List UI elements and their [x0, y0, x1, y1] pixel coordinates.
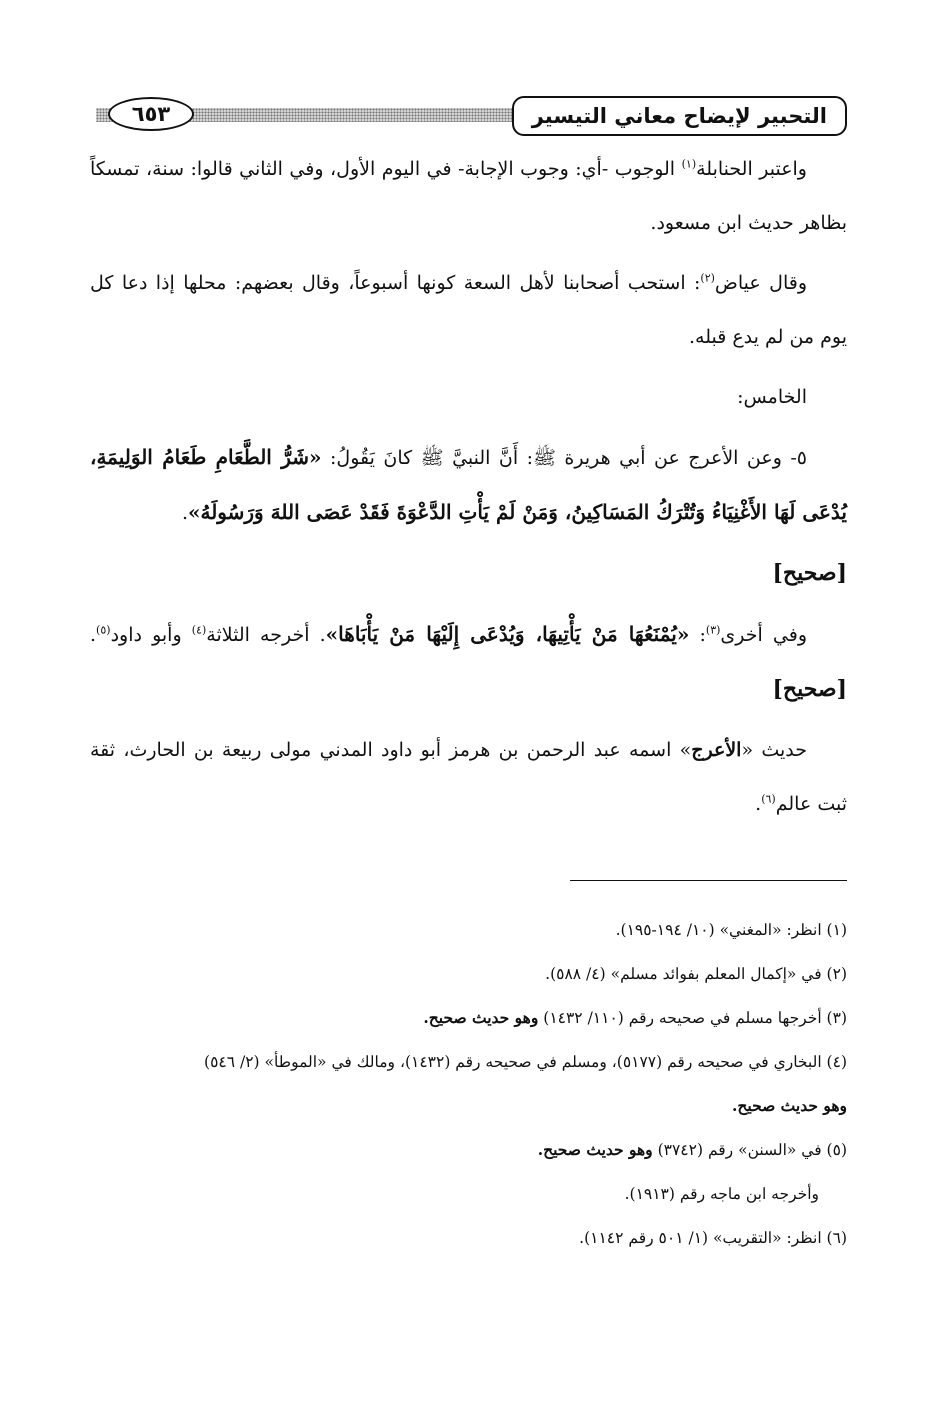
text-span: . أخرجه الثلاثة	[206, 624, 326, 646]
footnote-5	[90, 1128, 847, 1172]
footnote-separator	[570, 880, 847, 881]
paragraph-hadith-5	[90, 430, 847, 540]
section-heading-fifth: الخامس:	[737, 386, 807, 408]
page-number	[108, 97, 194, 131]
text-span: واعتبر الحنابلة	[696, 158, 807, 180]
grade-note: وهو حديث صحيح.	[537, 1140, 653, 1159]
grade-sahih: [صحيح]	[772, 560, 847, 586]
footnote-ref-3: (٣)	[705, 623, 721, 637]
footnote-ref-6: (٦)	[761, 792, 776, 806]
narrator-name: الأعرج	[691, 739, 742, 761]
text-span: وأبو داود	[110, 624, 192, 646]
footnote-2: (٢) في «إكمال المعلم بفوائد مسلم» (٤/ ٥٨٨).	[545, 965, 847, 983]
footnote-3	[90, 996, 847, 1040]
footnote-4-cont	[90, 1084, 847, 1128]
page-header	[96, 96, 847, 138]
footnote-ref-1: (١)	[681, 157, 697, 171]
hadith-text: «شَرُّ الطَّعَامِ طَعَامُ الوَلِيمَةِ، يُدْعَى لَهَا الأَغْنِيَاءُ وَتُتْرَكُ المَسَاكِينُ، وَمَنْ لَمْ يَأْتِ الدَّعْوَةَ فَقَدْ عَصَى اللهَ وَرَسُولَهُ»	[90, 445, 847, 524]
text-span: الوجوب -أي: وجوب الإجابة- في اليوم الأول، وفي الثاني قالوا: سنة، تمسكاً بظاهر حديث ابن مسعود.	[90, 158, 847, 234]
grade-note: وهو حديث صحيح.	[423, 1008, 539, 1027]
text-span: حديث «	[741, 739, 807, 761]
footnote-5-extra: وأخرجه ابن ماجه رقم (١٩١٣).	[624, 1185, 819, 1203]
grade-note: وهو حديث صحيح.	[732, 1096, 847, 1115]
paragraph-araj-bio	[90, 723, 847, 831]
footnote-4	[90, 1040, 847, 1084]
footnote-ref-5: (٥)	[96, 623, 111, 637]
footnote-ref-4: (٤)	[191, 623, 207, 637]
paragraph-hanabila	[90, 142, 847, 250]
text-span: (٣) أخرجها مسلم في صحيحه رقم (١١٠/ ١٤٣٢)	[538, 1009, 847, 1027]
book-title	[512, 96, 847, 136]
text-span: وقال عياض	[714, 272, 807, 294]
footnote-1: (١) انظر: «المغني» (١٠/ ١٩٤-١٩٥).	[615, 921, 847, 939]
main-text	[90, 142, 847, 837]
text-span: وفي أخرى	[720, 624, 808, 646]
text-span: .	[90, 624, 97, 646]
hadith-text-2: «يُمْنَعُهَا مَنْ يَأْتِيهَا، وَيُدْعَى إِلَيْهَا مَنْ يَأْبَاهَا»	[325, 622, 690, 646]
grade-line-1	[90, 546, 847, 601]
text-span: :	[689, 624, 706, 646]
text-span: .	[755, 793, 762, 815]
footnote-6: (٦) انظر: «التقريب» (١/ ٥٠١ رقم ١١٤٢).	[579, 1229, 847, 1247]
footnotes	[90, 908, 847, 1260]
footnote-ref-2: (٢)	[700, 271, 715, 285]
text-span: (٤) البخاري في صحيحه رقم (٥١٧٧)، ومسلم في صحيحه رقم (١٤٣٢)، ومالك في «الموطأ» (٢/ ٥٤٦)	[204, 1053, 847, 1071]
page-number-text: ٦٥٣	[131, 102, 171, 126]
text-span: .	[181, 502, 188, 524]
text-span: » اسمه عبد الرحمن بن هرمز أبو داود المدني مولى ربيعة بن الحارث، ثقة ثبت عالم	[90, 739, 847, 815]
grade-sahih-2: [صحيح]	[772, 676, 847, 702]
paragraph-other-narration	[90, 607, 847, 717]
paragraph-iyad	[90, 256, 847, 364]
book-title-text: التحبير لإيضاح معاني التيسير	[531, 104, 827, 128]
text-span: (٥) في «السنن» رقم (٣٧٤٢)	[652, 1141, 847, 1159]
text-span: ٥- وعن الأعرج عن أبي هريرة ﷺ: أَنَّ النبيَّ ﷺ كانَ يَقُولُ:	[321, 447, 807, 469]
text-span: : استحب أصحابنا لأهل السعة كونها أسبوعاً، وقال بعضهم: محلها إذا دعا كل يوم من لم يدع قبله.	[90, 272, 847, 348]
